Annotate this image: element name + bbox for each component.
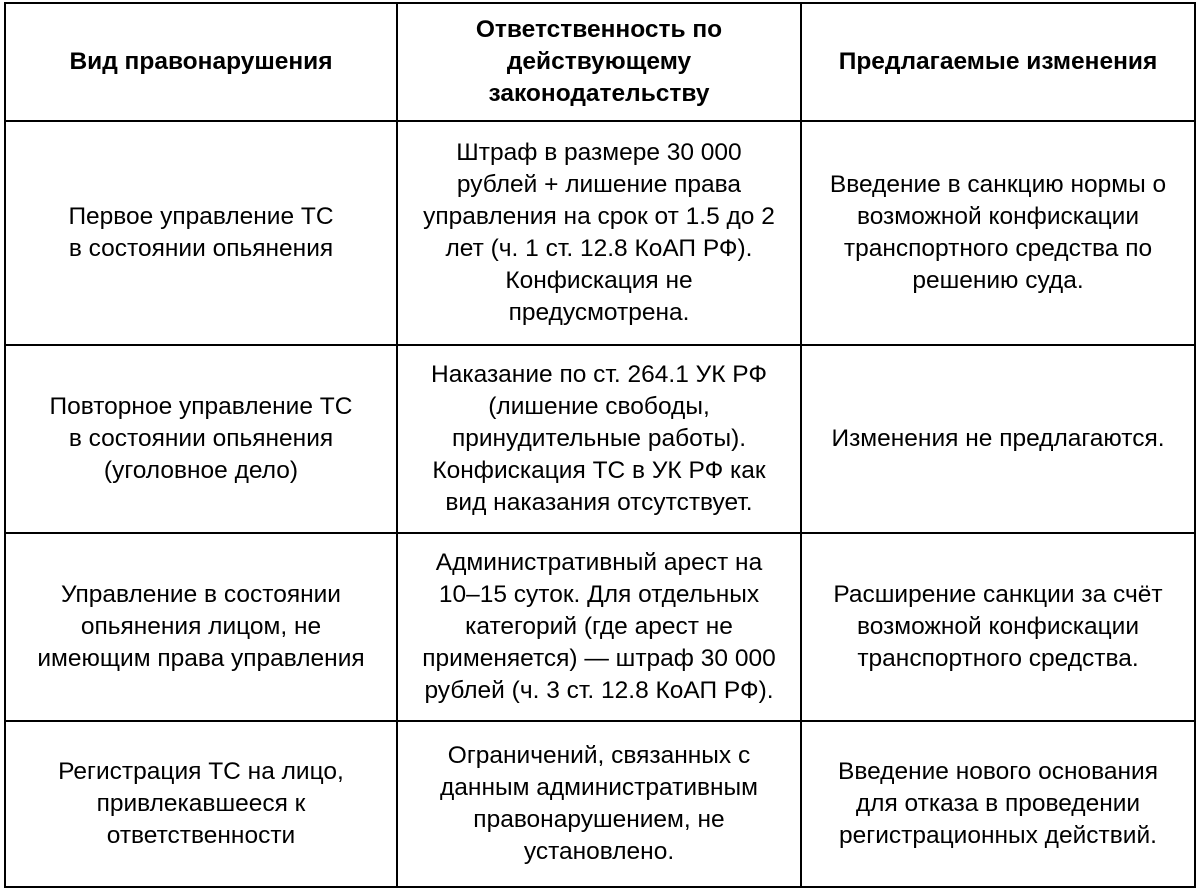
proposed-change-cell: Введение нового основания для отказа в проведении регистрационных действий.	[801, 721, 1195, 887]
offense-cell: Повторное управление ТС в состоянии опьянения (уголовное дело)	[5, 345, 397, 533]
table-row	[5, 345, 1195, 533]
header-row	[5, 3, 1195, 121]
proposed-change-cell: Расширение санкции за счёт возможной конфискации транспортного средства.	[801, 533, 1195, 721]
header-proposed-changes: Предлагаемые изменения	[801, 3, 1195, 121]
offense-cell: Управление в состоянии опьянения лицом, не имеющим права управления	[5, 533, 397, 721]
current-liability-cell: Штраф в размере 30 000 рублей + лишение права управления на срок от 1.5 до 2 лет (ч. 1 ст. 12.8 КоАП РФ). Конфискация не предусмотрена.	[397, 121, 801, 345]
table-row	[5, 721, 1195, 887]
current-liability-cell: Административный арест на 10–15 суток. Для отдельных категорий (где арест не применяется) — штраф 30 000 рублей (ч. 3 ст. 12.8 КоАП РФ).	[397, 533, 801, 721]
table-row	[5, 533, 1195, 721]
current-liability-cell: Ограничений, связанных с данным административным правонарушением, не установлено.	[397, 721, 801, 887]
offense-cell: Первое управление ТС в состоянии опьянения	[5, 121, 397, 345]
header-offense-type: Вид правонарушения	[5, 3, 397, 121]
comparison-table	[4, 2, 1196, 888]
offense-cell: Регистрация ТС на лицо, привлекавшееся к ответственности	[5, 721, 397, 887]
header-current-liability: Ответственность по действующему законодательству	[397, 3, 801, 121]
proposed-change-cell: Введение в санкцию нормы о возможной конфискации транспортного средства по решению суда.	[801, 121, 1195, 345]
current-liability-cell: Наказание по ст. 264.1 УК РФ (лишение свободы, принудительные работы). Конфискация ТС в УК РФ как вид наказания отсутствует.	[397, 345, 801, 533]
proposed-change-cell: Изменения не предлагаются.	[801, 345, 1195, 533]
table-row	[5, 121, 1195, 345]
